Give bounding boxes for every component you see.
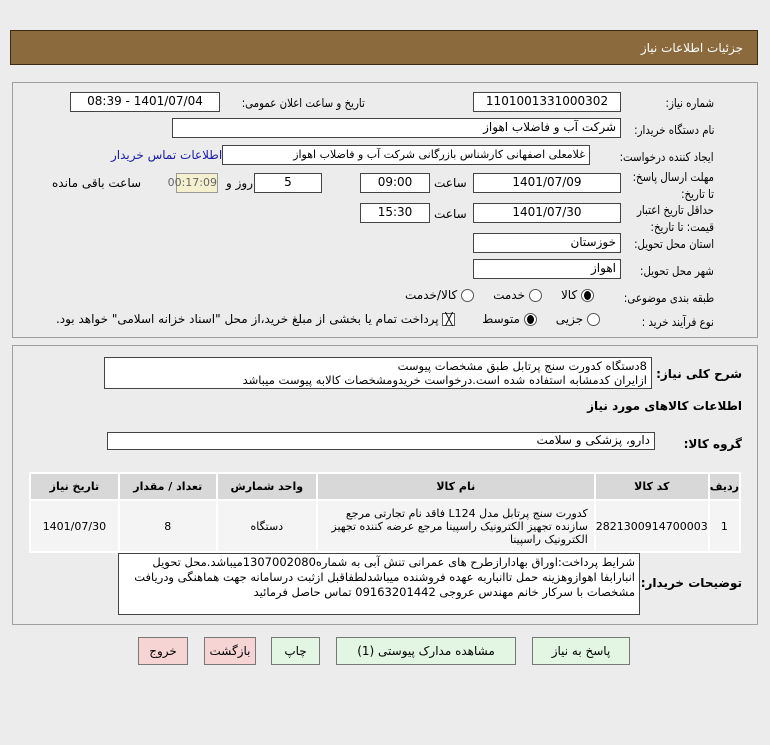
process-minor-label: جزیی [555,312,584,326]
col-row: ردیف [709,473,740,500]
col-name: نام کالا [317,473,595,500]
days-label: روز و [226,176,253,190]
category-label: طبقه بندی موضوعی: [623,291,714,305]
cell-unit: دستگاه [217,500,317,552]
back-button[interactable]: بازگشت [204,637,256,665]
province-field: خوزستان [473,233,621,253]
creator-label: ایجاد کننده درخواست: [620,150,714,164]
cell-name: کدورت سنج پرتابل مدل L124 فاقد نام تجارتی مرجع سازنده تجهیز الکترونیک راسپینا مرجع عرضه کننده تجهیز الکترونیک راسپینا [317,500,595,552]
process-medium-label: متوسط [482,312,520,326]
exit-button[interactable]: خروج [138,637,188,665]
summary-field [104,357,652,389]
print-button[interactable]: چاپ [271,637,320,665]
validity-time-field: 15:30 [360,203,430,223]
category-service-radio[interactable] [529,289,542,302]
summary-line-2: ازایران کدمشابه استفاده شده است.درخواست خریدومشخصات کالابه پیوست میباشد [242,373,647,387]
cell-date: 1401/07/30 [30,500,119,552]
category-both-label: کالا/خدمت [405,288,458,302]
goods-table [29,472,741,553]
goods-group-label: گروه کالا: [683,437,742,451]
city-label: شهر محل تحویل: [640,264,714,278]
buyer-contact-link[interactable]: اطلاعات تماس خریدار [111,148,223,162]
cell-qty: 8 [119,500,217,552]
buyer-label: نام دستگاه خریدار: [633,123,714,137]
city-field: اهواز [473,259,621,279]
page-title: جزئیات اطلاعات نیاز [640,41,743,55]
deadline-date-field: 1401/07/09 [473,173,621,193]
summary-label: شرح کلی نیاز: [656,367,742,381]
category-both-radio[interactable] [461,289,474,302]
category-service-label: خدمت [493,288,526,302]
cell-code: 2821300914700003 [595,500,709,552]
reply-button[interactable]: پاسخ به نیاز [532,637,630,665]
cell-row: 1 [709,500,740,552]
process-label: نوع فرآیند خرید : [641,315,714,329]
category-goods-radio[interactable] [581,289,594,302]
goods-info-title: اطلاعات کالاهای مورد نیاز [587,399,742,413]
deadline-time-field: 09:00 [360,173,430,193]
summary-line-1: 8دستگاه کدورت سنج پرتابل طبق مشخصات پیوست [397,359,647,373]
category-goods-label: کالا [560,288,578,302]
need-number-field: 1101001331000302 [473,92,621,112]
col-date: تاریخ نیاز [30,473,119,500]
remaining-time-field: 00:17:09 [176,173,218,193]
buyer-notes-label: توضیحات خریدار: [640,576,742,590]
validity-date-field: 1401/07/30 [473,203,621,223]
goods-group-field: دارو، پزشکی و سلامت [107,432,655,450]
announce-field: 1401/07/04 - 08:39 [70,92,220,112]
days-field: 5 [254,173,322,193]
view-attachments-button[interactable]: مشاهده مدارک پیوستی (1) [336,637,516,665]
validity-label: حداقل تاریخ اعتبار قیمت: تا تاریخ: [637,203,714,234]
announce-label: تاریخ و ساعت اعلان عمومی: [241,96,365,110]
process-radio-group [56,312,600,326]
category-radio-group [405,288,594,302]
col-unit: واحد شمارش [217,473,317,500]
process-minor-radio[interactable] [587,313,600,326]
page-header [10,30,758,65]
table-header-row [30,473,740,500]
deadline-label: مهلت ارسال پاسخ: تا تاریخ: [632,170,714,201]
deadline-time-label: ساعت [434,176,467,190]
treasury-checkbox[interactable]: ╳ [442,313,455,326]
process-medium-radio[interactable] [524,313,537,326]
province-label: استان محل تحویل: [633,237,714,251]
need-number-label: شماره نیاز: [665,96,714,110]
col-code: کد کالا [595,473,709,500]
col-qty: تعداد / مقدار [119,473,217,500]
buyer-notes-field: شرایط پرداخت:اوراق بهادارازطرح های عمرانی تنش آبی به شماره1307002080میباشد.محل تحویل انبارابفا اهوازوهزینه حمل تاانباربه عهده فروشنده میباشدلطفاقبل ازثبت درسامانه جهت هماهنگی ودریافت مشخصات با سرکار خانم مهندس عروجی 09163201442 تماس حاصل فرمائید [118,553,640,615]
treasury-note: پرداخت تمام یا بخشی از مبلغ خرید،از محل "اسناد خزانه اسلامی" خواهد بود. [55,312,439,326]
remaining-label: ساعت باقی مانده [52,176,142,190]
buyer-field: شرکت آب و فاضلاب اهواز [172,118,621,138]
table-row [30,500,740,552]
validity-time-label: ساعت [434,207,467,221]
creator-field: غلامعلی اصفهانی کارشناس بازرگانی شرکت آب و فاضلاب اهواز [222,145,590,165]
